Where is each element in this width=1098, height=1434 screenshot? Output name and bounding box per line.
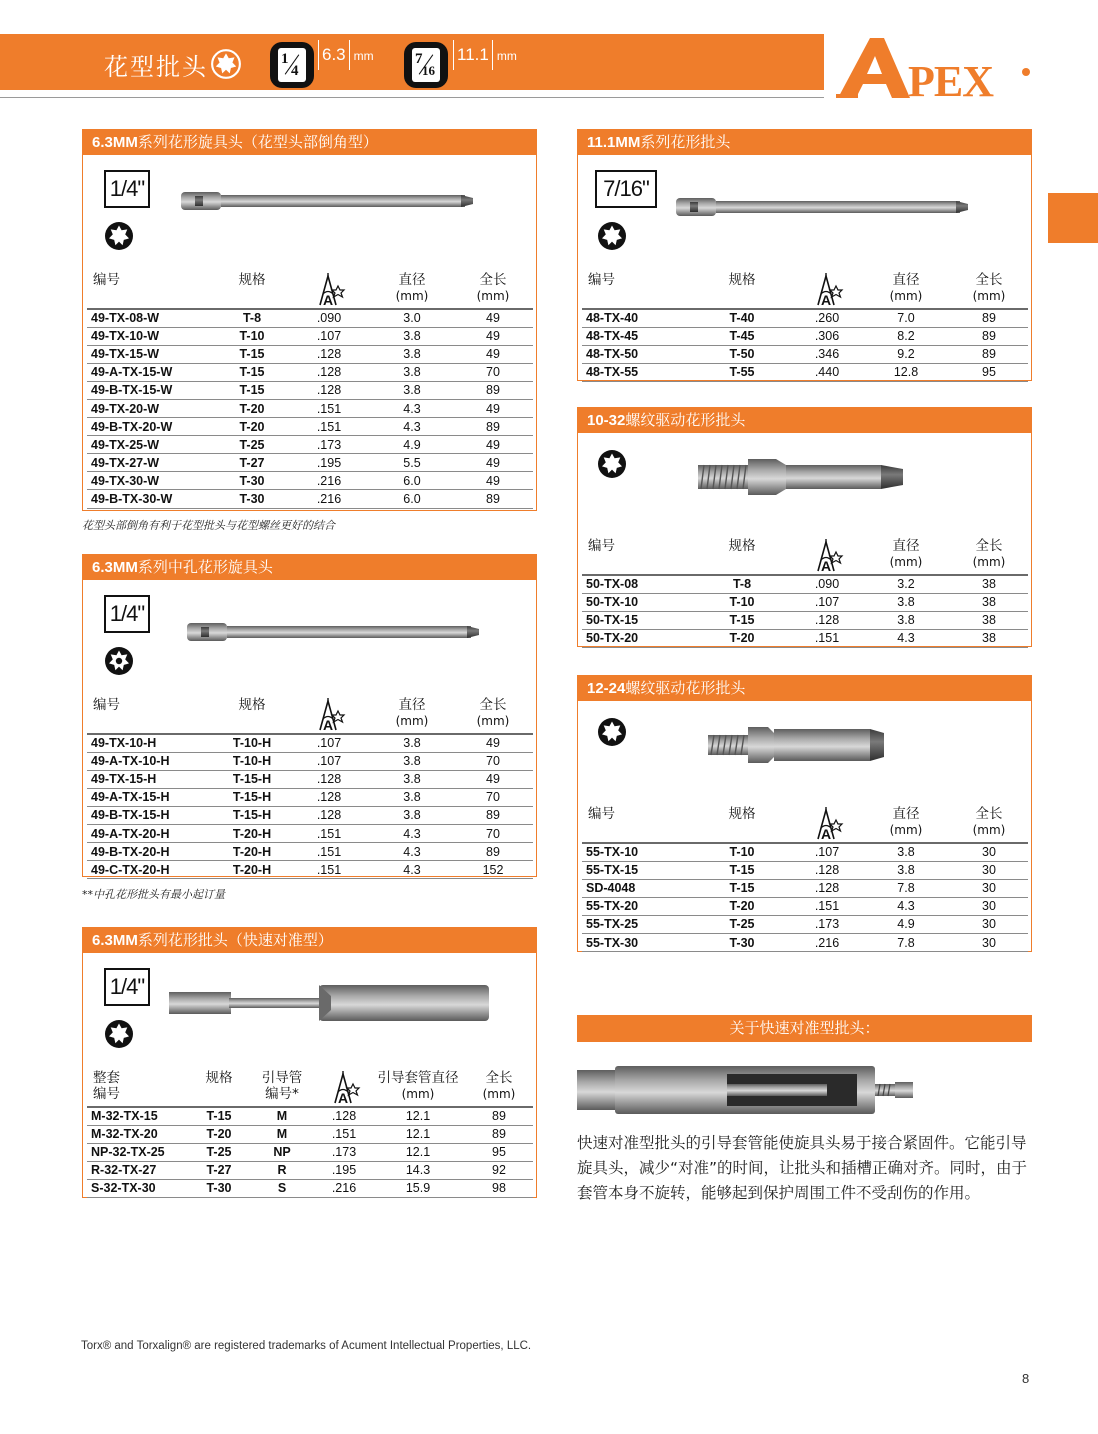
table-cell: 98	[465, 1179, 533, 1197]
table-cell: T-27	[191, 1161, 247, 1179]
table-cell: 48-TX-50	[582, 345, 692, 363]
table-cell: .128	[287, 363, 371, 381]
table-cell: .173	[317, 1143, 371, 1161]
torx-icon	[597, 449, 627, 479]
table-cell: 8.2	[862, 327, 950, 345]
drive-2-mm-label: 11.1 mm	[453, 40, 517, 70]
table-cell: 3.8	[371, 734, 453, 752]
table-cell: 70	[453, 363, 533, 381]
torx-icon	[597, 221, 627, 251]
table-cell: 3.8	[371, 363, 453, 381]
table-cell: 49	[453, 309, 533, 327]
table-cell: .440	[792, 363, 862, 381]
table-cell: T-20-H	[217, 843, 287, 861]
panel-6-3mm-chamfer	[82, 129, 537, 511]
table-cell: .306	[792, 327, 862, 345]
table-cell: 48-TX-45	[582, 327, 692, 345]
table-cell: 4.9	[371, 436, 453, 454]
table-cell: 38	[950, 593, 1028, 611]
table-cell: 89	[453, 806, 533, 824]
table-cell: 70	[453, 788, 533, 806]
table-cell: 48-TX-40	[582, 309, 692, 327]
table-cell: T-15	[692, 861, 792, 879]
table-cell: .128	[792, 611, 862, 629]
table-cell: .128	[792, 879, 862, 897]
svg-text:PEX: PEX	[908, 57, 993, 102]
table-cell: 49	[453, 327, 533, 345]
table-cell: .128	[287, 381, 371, 399]
table-cell: 49-TX-15-W	[87, 345, 217, 363]
table-cell: 49-TX-20-W	[87, 399, 217, 417]
spec-table: 编号 规格 直径 (mm) 全长 (mm) 50-TX-08 T-8 .090 3.2 38 50-TX-10 T-10 .107 3.8 38 50-TX-15 T-15 .128 3.8 38 50-TX-20 T-20 .151 4.3 38	[582, 538, 1028, 648]
table-cell: .151	[287, 418, 371, 436]
bit-with-guide-sleeve-image	[169, 978, 499, 1028]
table-cell: 92	[465, 1161, 533, 1179]
table-cell: 48-TX-55	[582, 363, 692, 381]
table-cell: .151	[792, 629, 862, 647]
table-cell: 89	[465, 1107, 533, 1125]
table-cell: 49-A-TX-10-H	[87, 752, 217, 770]
table-cell: 55-TX-30	[582, 933, 692, 951]
table-row	[87, 327, 533, 345]
table-cell: .151	[287, 824, 371, 842]
panel-12-24-thread	[577, 675, 1032, 952]
table-cell: 30	[950, 933, 1028, 951]
threaded-bit-image	[708, 723, 888, 767]
bit-image	[676, 195, 968, 219]
table-cell: 38	[950, 575, 1028, 593]
table-row	[87, 806, 533, 824]
table-cell: 9.2	[862, 345, 950, 363]
table-cell: T-15	[191, 1107, 247, 1125]
table-cell: .151	[287, 843, 371, 861]
panel-title: 6.3MM系列花形批头（快速对准型）	[83, 928, 536, 953]
table-row	[87, 752, 533, 770]
table-cell: 49-A-TX-15-H	[87, 788, 217, 806]
quick-align-info-heading: 关于快速对准型批头：	[577, 1015, 1032, 1042]
table-cell: 12.1	[371, 1143, 465, 1161]
table-cell: 12.1	[371, 1125, 465, 1143]
table-cell: T-20	[692, 629, 792, 647]
table-cell: 89	[453, 381, 533, 399]
table-cell: 49-TX-10-W	[87, 327, 217, 345]
table-cell: 49-TX-27-W	[87, 454, 217, 472]
table-cell: 70	[453, 752, 533, 770]
size-label: 1/4"	[104, 170, 150, 208]
table-cell: 49-B-TX-15-W	[87, 381, 217, 399]
table-cell: 4.3	[862, 897, 950, 915]
table-cell: 4.3	[371, 399, 453, 417]
table-cell: 50-TX-15	[582, 611, 692, 629]
angle-icon	[809, 272, 845, 308]
table-cell: 3.8	[371, 770, 453, 788]
table-row	[87, 1125, 533, 1143]
table-row	[87, 418, 533, 436]
table-cell: T-50	[692, 345, 792, 363]
table-row	[582, 915, 1028, 933]
table-cell: 4.3	[371, 843, 453, 861]
table-cell: T-15	[217, 363, 287, 381]
table-cell: 49	[453, 345, 533, 363]
table-row	[87, 454, 533, 472]
table-cell: 49	[453, 734, 533, 752]
table-cell: 3.8	[862, 843, 950, 861]
table-cell: 4.3	[371, 861, 453, 879]
table-row	[87, 1179, 533, 1197]
table-cell: 49-A-TX-20-H	[87, 824, 217, 842]
table-row	[87, 1143, 533, 1161]
table-row	[582, 575, 1028, 593]
table-cell: M-32-TX-15	[87, 1107, 191, 1125]
table-cell: 49-B-TX-20-H	[87, 843, 217, 861]
table-cell: 55-TX-10	[582, 843, 692, 861]
table-cell: 49	[453, 472, 533, 490]
table-cell: 55-TX-20	[582, 897, 692, 915]
header-rule	[0, 97, 824, 98]
table-cell: .107	[792, 593, 862, 611]
table-cell: 12.1	[371, 1107, 465, 1125]
table-cell: 49	[453, 399, 533, 417]
panel-title: 11.1MM系列花形批头	[578, 130, 1031, 155]
table-row	[87, 734, 533, 752]
table-cell: 3.8	[371, 806, 453, 824]
table-row	[582, 897, 1028, 915]
table-cell: 55-TX-25	[582, 915, 692, 933]
table-row	[87, 770, 533, 788]
table-cell: 15.9	[371, 1179, 465, 1197]
table-row	[87, 861, 533, 879]
table-cell: 89	[950, 309, 1028, 327]
table-cell: 70	[453, 824, 533, 842]
table-cell: 49	[453, 454, 533, 472]
threaded-bit-image	[698, 457, 908, 497]
table-cell: 95	[465, 1143, 533, 1161]
table-row	[582, 363, 1028, 381]
table-cell: 89	[453, 418, 533, 436]
page-title: 花型批头	[104, 53, 208, 81]
table-cell: 50-TX-08	[582, 575, 692, 593]
table-cell: 6.0	[371, 472, 453, 490]
table-cell: T-20	[692, 897, 792, 915]
angle-icon	[326, 1070, 362, 1106]
table-cell: .195	[287, 454, 371, 472]
table-cell: 3.8	[371, 788, 453, 806]
table-cell: T-20	[217, 418, 287, 436]
drive-1-mm-label: 6.3 mm	[318, 40, 374, 70]
table-cell: 49-C-TX-20-H	[87, 861, 217, 879]
table-cell: .090	[792, 575, 862, 593]
table-cell: .151	[287, 399, 371, 417]
table-cell: 3.8	[862, 861, 950, 879]
table-row	[582, 345, 1028, 363]
table-cell: 30	[950, 861, 1028, 879]
table-cell: 49-B-TX-15-H	[87, 806, 217, 824]
table-cell: .107	[287, 327, 371, 345]
table-cell: 49-B-TX-20-W	[87, 418, 217, 436]
table-cell: T-20	[217, 399, 287, 417]
table-cell: 30	[950, 843, 1028, 861]
bit-image	[181, 189, 473, 213]
spec-table: 编号 规格 直径 (mm) 全长 (mm) 48-TX-40 T-40 .260 7.0 89 48-TX-45 T-45 .306 8.2 89 48-TX-50 T-50 .346 9.2 89 48-TX-55 T-55 .440 12.8 95	[582, 272, 1028, 382]
table-row	[87, 399, 533, 417]
table-cell: .107	[287, 734, 371, 752]
table-row	[582, 611, 1028, 629]
angle-icon	[311, 697, 347, 733]
table-row	[582, 593, 1028, 611]
table-cell: T-15	[692, 611, 792, 629]
table-cell: T-30	[217, 490, 287, 508]
table-cell: 50-TX-20	[582, 629, 692, 647]
table-cell: .151	[287, 861, 371, 879]
table-row	[582, 879, 1028, 897]
table-cell: M	[247, 1107, 317, 1125]
table-cell: 89	[950, 345, 1028, 363]
table-cell: T-10	[692, 843, 792, 861]
table-cell: .346	[792, 345, 862, 363]
table-row	[87, 381, 533, 399]
table-cell: .216	[287, 472, 371, 490]
table-cell: .173	[287, 436, 371, 454]
table-cell: 38	[950, 611, 1028, 629]
table-cell: M-32-TX-20	[87, 1125, 191, 1143]
section-tab	[1048, 193, 1098, 243]
table-cell: .128	[317, 1107, 371, 1125]
panel-6-3mm-hollow	[82, 554, 537, 877]
table-cell: 7.8	[862, 933, 950, 951]
table-cell: T-30	[191, 1179, 247, 1197]
table-cell: NP-32-TX-25	[87, 1143, 191, 1161]
table-cell: 49-B-TX-30-W	[87, 490, 217, 508]
table-cell: 49-TX-15-H	[87, 770, 217, 788]
table-cell: T-15-H	[217, 806, 287, 824]
spec-table: 编号 规格 直径 (mm) 全长 (mm) 49-TX-08-W T-8 .090 3.0 49 49-TX-10-W T-10 .107 3.8 49 49-TX-15-W T-15 .128 3.8 49 49-A-TX-15-W T-15 .128 3.8 70 49-B-TX-15-W T-15 .128 3.8 89 49-TX-20-W T-20 .151 4.3 49 49-B-TX-20-W T-20 .151 4.3 89 49-TX-25-W T-25 .173 4.9 49 49-TX-27-W T-27 .195 5.5 49 49-TX-30-W T-30 .216 6.0 49 49-B-TX-30-W T-30 .216 6.0 89	[87, 272, 533, 509]
table-row	[87, 345, 533, 363]
panel-title: 6.3MM系列中孔花形旋具头	[83, 555, 536, 580]
table-row	[87, 436, 533, 454]
table-row	[582, 309, 1028, 327]
table-cell: T-10	[692, 593, 792, 611]
table-row	[87, 490, 533, 508]
spec-table: 编号 规格 直径 (mm) 全长 (mm) 55-TX-10 T-10 .107 3.8 30 55-TX-15 T-15 .128 3.8 30 SD-4048 T-15 .128 7.8 30 55-TX-20 T-20 .151 4.3 30 55-TX-25 T-25 .173 4.9 30 55-TX-30 T-30 .216 7.8 30	[582, 806, 1028, 952]
table-cell: 7.0	[862, 309, 950, 327]
panel-title: 12-24螺纹驱动花形批头	[578, 676, 1031, 701]
table-cell: .216	[792, 933, 862, 951]
table-cell: 89	[453, 490, 533, 508]
table-cell: .216	[317, 1179, 371, 1197]
table-cell: 3.8	[371, 752, 453, 770]
table-cell: .128	[287, 770, 371, 788]
table-row	[582, 843, 1028, 861]
quick-align-cutaway-image	[577, 1060, 922, 1120]
size-label: 1/4"	[104, 968, 150, 1006]
table-cell: .173	[792, 915, 862, 933]
table-row	[87, 1161, 533, 1179]
table-cell: .151	[317, 1125, 371, 1143]
table-cell: .151	[792, 897, 862, 915]
trademark-notice: Torx® and Torxalign® are registered trademarks of Acument Intellectual Properties, LLC.	[81, 1340, 532, 1352]
table-cell: 38	[950, 629, 1028, 647]
table-row	[87, 472, 533, 490]
table-cell: S	[247, 1179, 317, 1197]
table-cell: T-45	[692, 327, 792, 345]
table-row	[87, 824, 533, 842]
table-cell: 89	[465, 1125, 533, 1143]
panel-title: 6.3MM系列花形旋具头（花型头部倒角型）	[83, 130, 536, 155]
table-cell: 49-TX-08-W	[87, 309, 217, 327]
table-row	[582, 327, 1028, 345]
table-cell: 30	[950, 897, 1028, 915]
quick-align-info-text: 快速对准型批头的引导套管能使旋具头易于接合紧固件。它能引导旋具头，减少“对准”的时间，让批头和插槽正确对齐。同时，由于套管本身不旋转，能够起到保护周围工件不受刮伤的作用。	[577, 1134, 1028, 1202]
table-cell: 4.9	[862, 915, 950, 933]
table-cell: 30	[950, 879, 1028, 897]
panel-11-1mm	[577, 129, 1032, 381]
table-row	[582, 629, 1028, 647]
table-cell: T-15-H	[217, 770, 287, 788]
table-cell: T-30	[692, 933, 792, 951]
table-cell: T-30	[217, 472, 287, 490]
angle-icon	[809, 538, 845, 574]
table-row	[87, 363, 533, 381]
table-cell: .107	[792, 843, 862, 861]
spec-table: 整套 编号 规格 引导管 编号* 引导套管直径 (mm) 全长 (mm) M-32-TX-15 T-15 M .128 12.1 89 M-32-TX-20 T-20 M .151 12.1 89 NP-32-TX-25 T-25 NP .173 12.1 95 R-32-TX-27 T-27 R .195 14.3 92 S-32-TX-30 T-30 S .216 15.9 98	[87, 1070, 533, 1198]
table-cell: .128	[287, 788, 371, 806]
panel-2-note: **中孔花形批头有最小起订量	[82, 888, 225, 901]
hex-drive-7-16-badge: 7 16	[404, 42, 448, 88]
table-cell: T-27	[217, 454, 287, 472]
table-cell: 152	[453, 861, 533, 879]
bit-image	[187, 620, 479, 644]
table-cell: 7.8	[862, 879, 950, 897]
table-cell: T-15	[692, 879, 792, 897]
table-cell: .128	[287, 345, 371, 363]
table-cell: 89	[950, 327, 1028, 345]
table-cell: 3.0	[371, 309, 453, 327]
size-label: 1/4"	[104, 595, 150, 633]
table-cell: SD-4048	[582, 879, 692, 897]
table-cell: 4.3	[371, 824, 453, 842]
torx-drive-icon	[210, 48, 242, 80]
size-label: 7/16"	[595, 170, 657, 208]
table-cell: 3.2	[862, 575, 950, 593]
torx-icon	[597, 717, 627, 747]
torx-icon	[104, 221, 134, 251]
table-cell: 55-TX-15	[582, 861, 692, 879]
table-cell: 3.8	[371, 381, 453, 399]
table-row	[582, 861, 1028, 879]
table-cell: R-32-TX-27	[87, 1161, 191, 1179]
table-cell: T-10	[217, 327, 287, 345]
table-row	[582, 933, 1028, 951]
panel-1-note: 花型头部倒角有利于花型批头与花型螺丝更好的结合	[82, 519, 335, 532]
table-cell: 6.0	[371, 490, 453, 508]
angle-icon	[809, 806, 845, 842]
table-cell: M	[247, 1125, 317, 1143]
table-cell: 3.8	[862, 593, 950, 611]
table-cell: .128	[792, 861, 862, 879]
table-cell: T-20-H	[217, 861, 287, 879]
table-cell: .128	[287, 806, 371, 824]
table-row	[87, 788, 533, 806]
table-cell: T-8	[692, 575, 792, 593]
table-cell: T-8	[217, 309, 287, 327]
table-cell: T-25	[191, 1143, 247, 1161]
table-cell: 12.8	[862, 363, 950, 381]
table-cell: 3.8	[371, 345, 453, 363]
page-number: 8	[1022, 1371, 1030, 1386]
table-cell: 4.3	[862, 629, 950, 647]
table-cell: T-40	[692, 309, 792, 327]
torx-hole-icon	[104, 646, 134, 676]
table-cell: T-20-H	[217, 824, 287, 842]
table-cell: 4.3	[371, 418, 453, 436]
table-cell: T-15	[217, 345, 287, 363]
table-cell: .195	[317, 1161, 371, 1179]
table-cell: T-15-H	[217, 788, 287, 806]
table-cell: 49	[453, 436, 533, 454]
angle-icon	[311, 272, 347, 308]
torx-icon	[104, 1019, 134, 1049]
table-row	[87, 843, 533, 861]
table-cell: .216	[287, 490, 371, 508]
table-cell: 3.8	[862, 611, 950, 629]
table-row	[87, 1107, 533, 1125]
table-cell: 49-A-TX-15-W	[87, 363, 217, 381]
hex-drive-quarter-badge: 1 4	[270, 42, 314, 88]
table-cell: R	[247, 1161, 317, 1179]
table-cell: T-10-H	[217, 734, 287, 752]
table-cell: NP	[247, 1143, 317, 1161]
spec-table: 编号 规格 直径 (mm) 全长 (mm) 49-TX-10-H T-10-H .107 3.8 49 49-A-TX-10-H T-10-H .107 3.8 70 49-TX-15-H T-15-H .128 3.8 49 49-A-TX-15-H T-15-H .128 3.8 70 49-B-TX-15-H T-15-H .128 3.8 89 49-A-TX-20-H T-20-H .151 4.3 70 49-B-TX-20-H T-20-H .151 4.3 89 49-C-TX-20-H T-20-H .151 4.3 152	[87, 697, 533, 879]
table-row	[87, 309, 533, 327]
table-cell: 49-TX-30-W	[87, 472, 217, 490]
table-cell: 5.5	[371, 454, 453, 472]
table-cell: T-25	[692, 915, 792, 933]
table-cell: .107	[287, 752, 371, 770]
table-cell: 50-TX-10	[582, 593, 692, 611]
table-cell: 3.8	[371, 327, 453, 345]
panel-title: 10-32螺纹驱动花形批头	[578, 408, 1031, 433]
table-cell: 14.3	[371, 1161, 465, 1179]
table-cell: 89	[453, 843, 533, 861]
table-cell: 49-TX-10-H	[87, 734, 217, 752]
table-cell: T-15	[217, 381, 287, 399]
panel-10-32-thread	[577, 407, 1032, 647]
apex-logo	[836, 36, 1036, 102]
table-cell: 95	[950, 363, 1028, 381]
table-cell: T-10-H	[217, 752, 287, 770]
table-cell: 30	[950, 915, 1028, 933]
table-cell: .260	[792, 309, 862, 327]
table-cell: T-25	[217, 436, 287, 454]
table-cell: .090	[287, 309, 371, 327]
table-cell: T-20	[191, 1125, 247, 1143]
table-cell: 49-TX-25-W	[87, 436, 217, 454]
table-cell: S-32-TX-30	[87, 1179, 191, 1197]
panel-6-3mm-quick-align	[82, 927, 537, 1198]
table-cell: T-55	[692, 363, 792, 381]
table-cell: 49	[453, 770, 533, 788]
